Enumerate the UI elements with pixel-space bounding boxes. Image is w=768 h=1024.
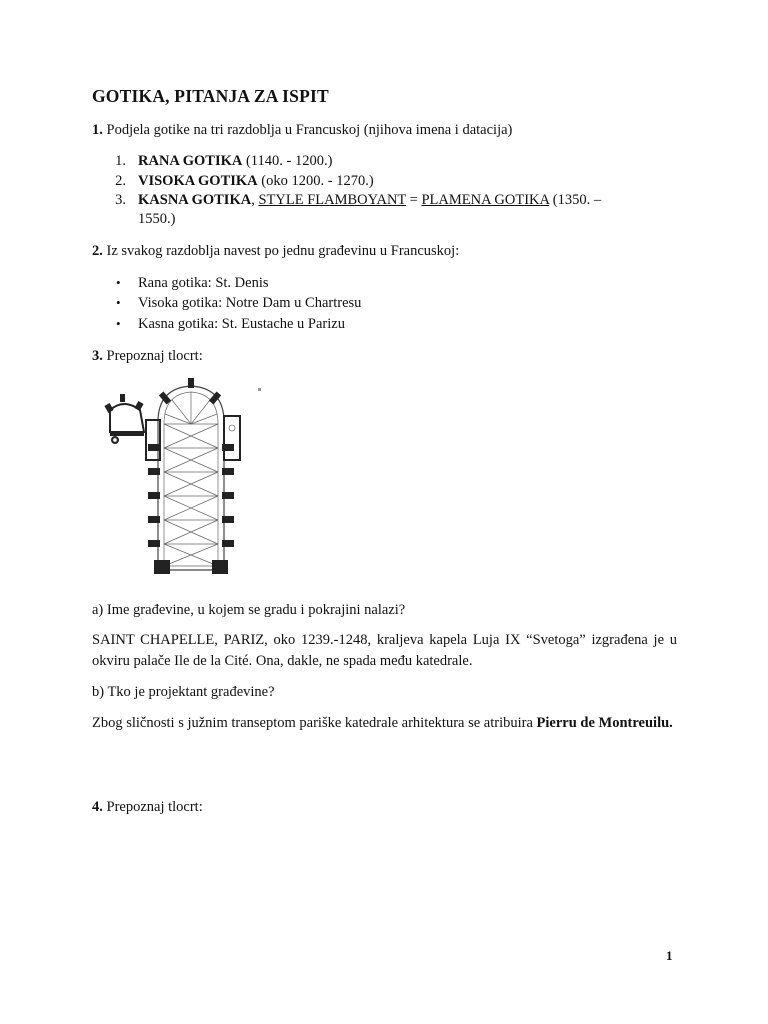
- list-number: 2.: [115, 173, 126, 189]
- floor-plan-image: [96, 374, 266, 586]
- separator: =: [406, 192, 422, 208]
- separator: ,: [251, 192, 259, 208]
- question-text: Prepoznaj tlocrt:: [102, 348, 203, 364]
- list-item: [138, 152, 332, 170]
- list-number: 1.: [115, 153, 126, 169]
- answer-text: Zbog sličnosti s južnim transeptom pariške katedrale arhitektura se atribuira: [92, 715, 537, 731]
- bullet-item: Kasna gotika: St. Eustache u Parizu: [138, 316, 345, 332]
- question-number: 1.: [92, 122, 103, 138]
- sub-question-b: b) Tko je projektant građevine?: [92, 684, 275, 700]
- question-4: [92, 798, 203, 816]
- question-text: Podjela gotike na tri razdoblja u Francuskoj (njihova imena i datacija): [102, 122, 513, 138]
- question-number: 2.: [92, 243, 103, 259]
- bullet-item: Visoka gotika: Notre Dam u Chartresu: [138, 295, 362, 311]
- bullet-icon: •: [116, 316, 121, 331]
- question-text: Iz svakog razdoblja navest po jednu građevinu u Francuskoj:: [102, 243, 460, 259]
- style-name: STYLE FLAMBOYANT: [258, 192, 407, 208]
- question-2: [92, 242, 459, 260]
- answer-b: [92, 713, 677, 734]
- bullet-icon: •: [116, 275, 121, 290]
- page-title: GOTIKA, PITANJA ZA ISPIT: [92, 86, 329, 106]
- page-number: 1: [666, 948, 673, 963]
- list-number: 3.: [115, 192, 126, 208]
- question-number: 4.: [92, 799, 103, 815]
- question-number: 3.: [92, 348, 103, 364]
- list-item: [138, 172, 374, 190]
- list-item: [138, 191, 601, 209]
- bullet-item: Rana gotika: St. Denis: [138, 275, 269, 291]
- bullet-icon: •: [116, 295, 121, 310]
- period-dates: (oko 1200. - 1270.): [257, 173, 374, 189]
- period-name: VISOKA GOTIKA: [138, 173, 258, 189]
- question-text: Prepoznaj tlocrt:: [102, 799, 203, 815]
- architect-name: Pierru de Montreuilu.: [536, 715, 673, 731]
- question-1: [92, 121, 512, 139]
- period-dates: (1140. - 1200.): [242, 153, 333, 169]
- answer-a: SAINT CHAPELLE, PARIZ, oko 1239.-1248, kraljeva kapela Luja IX “Svetoga” izgrađena je u okviru palače Ile de la Cité. Ona, dakle, ne spada među katedrale.: [92, 632, 677, 669]
- period-name: RANA GOTIKA: [138, 153, 243, 169]
- style-name-alt: PLAMENA GOTIKA: [421, 192, 550, 208]
- period-dates: (1350. –: [549, 192, 602, 208]
- question-3: [92, 347, 203, 365]
- list-item-continuation: 1550.): [138, 211, 176, 227]
- sub-question-a: a) Ime građevine, u kojem se gradu i pokrajini nalazi?: [92, 602, 406, 618]
- period-name: KASNA GOTIKA: [138, 192, 252, 208]
